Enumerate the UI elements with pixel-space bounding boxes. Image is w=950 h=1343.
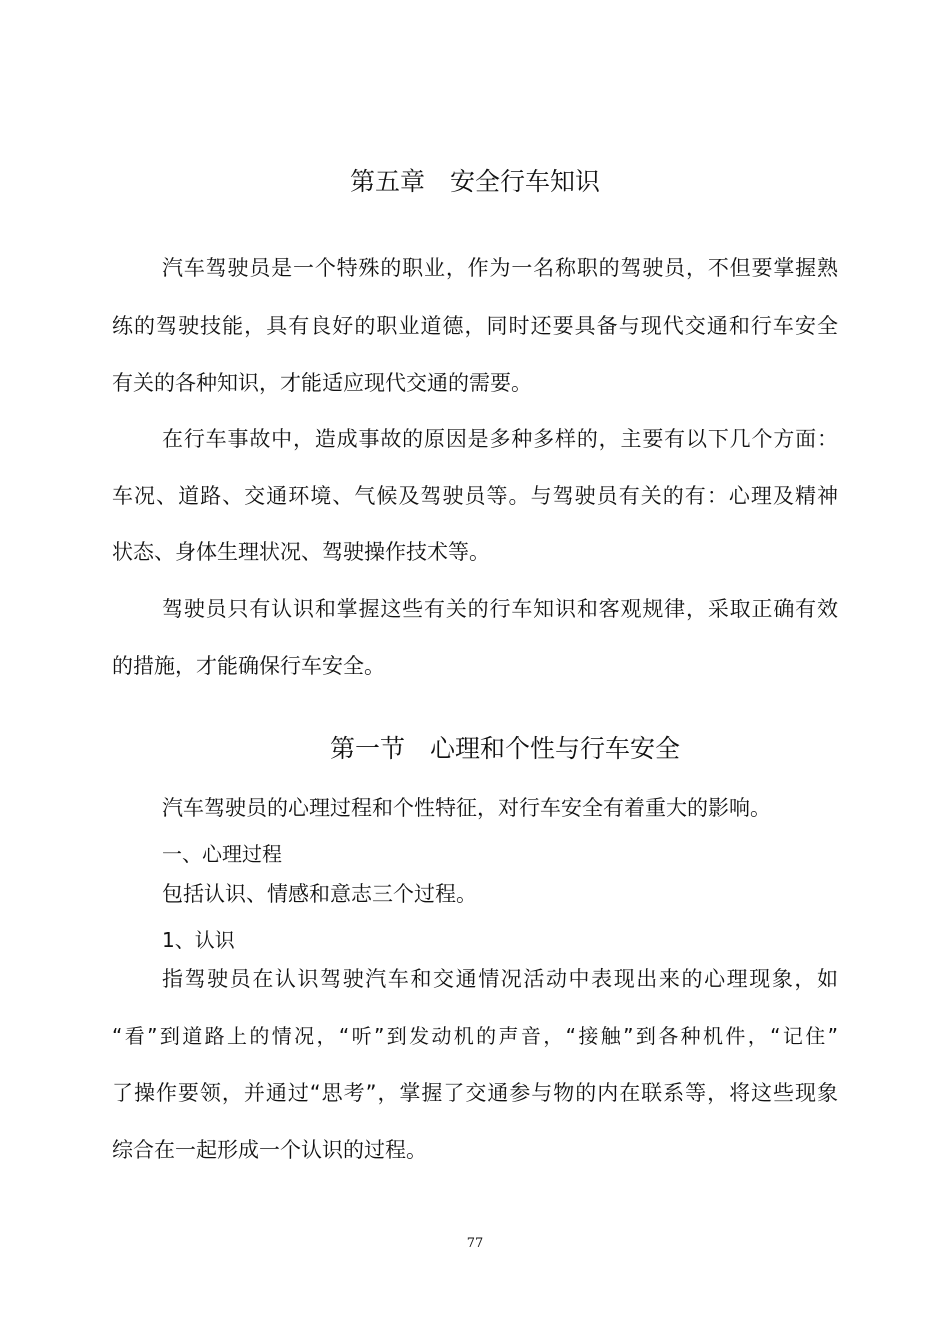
paragraph-line: 有关的各种知识，才能适应现代交通的需要。: [112, 371, 532, 395]
item-heading: 1、认识: [162, 928, 235, 952]
paragraph-line: 在行车事故中，造成事故的原因是多种多样的，主要有以下几个方面：: [162, 427, 838, 451]
paragraph-line: 车况、道路、交通环境、气候及驾驶员等。与驾驶员有关的有：心理及精神: [112, 484, 838, 508]
paragraph-line: 驾驶员只有认识和掌握这些有关的行车知识和客观规律，采取正确有效: [162, 597, 838, 621]
section-title: 第一节 心理和个性与行车安全: [329, 734, 680, 763]
chapter-title: 第五章 安全行车知识: [349, 167, 600, 196]
paragraph-line: 的措施，才能确保行车安全。: [112, 654, 385, 678]
subheading-intro: 包括认识、情感和意志三个过程。: [162, 882, 477, 906]
paragraph-line: 汽车驾驶员是一个特殊的职业，作为一名称职的驾驶员，不但要掌握熟: [162, 256, 838, 280]
paragraph-line: 状态、身体生理状况、驾驶操作技术等。: [112, 540, 490, 564]
section-intro: 汽车驾驶员的心理过程和个性特征，对行车安全有着重大的影响。: [162, 796, 771, 820]
item-line: 指驾驶员在认识驾驶汽车和交通情况活动中表现出来的心理现象，如: [162, 967, 838, 991]
subheading: 一、心理过程: [162, 842, 282, 866]
paragraph-line: 练的驾驶技能，具有良好的职业道德，同时还要具备与现代交通和行车安全: [112, 314, 838, 338]
item-line: 综合在一起形成一个认识的过程。: [112, 1138, 427, 1162]
item-line: “看”到道路上的情况，“听”到发动机的声音，“接触”到各种机件，“记住”: [112, 1024, 838, 1048]
page-number: 77: [466, 1236, 484, 1251]
item-line: 了操作要领，并通过“思考”，掌握了交通参与物的内在联系等，将这些现象: [112, 1081, 838, 1105]
